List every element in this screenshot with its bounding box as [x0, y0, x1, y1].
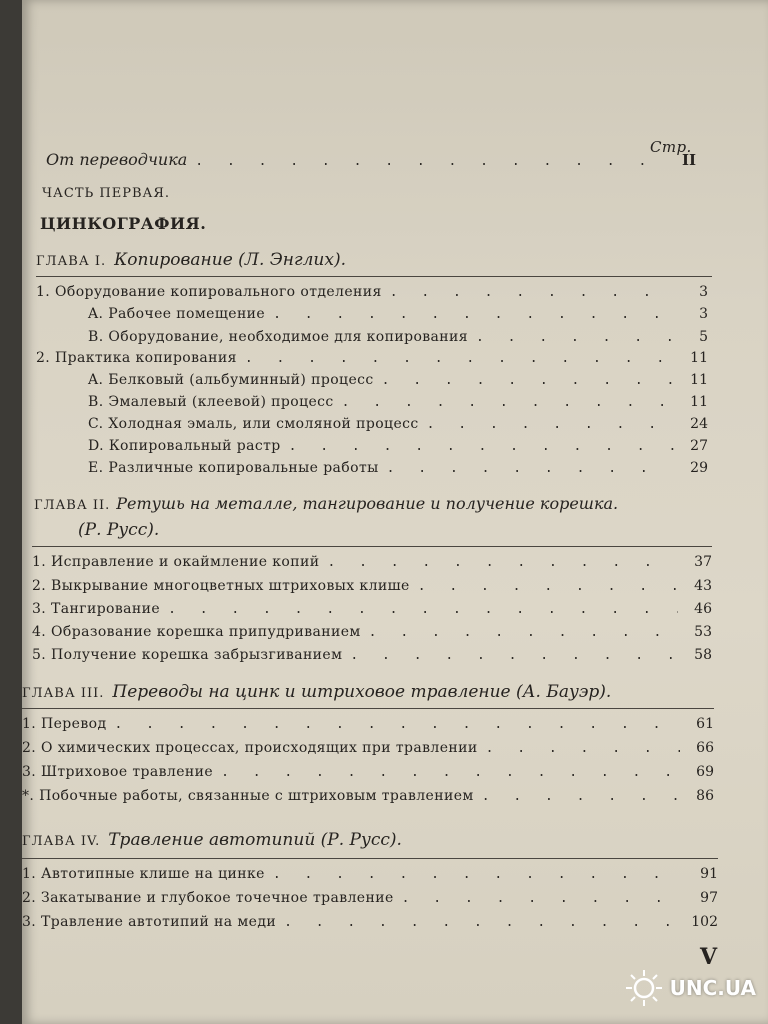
- toc-entry: 1. Автотипные клише на цинке . . . 91: [22, 866, 718, 882]
- translator-note: От переводчика: [46, 150, 188, 169]
- toc-entry: 5. Получение корешка забрызгиванием . . . 58: [32, 647, 712, 663]
- chapter-4-label: ГЛАВА IV.: [22, 834, 101, 849]
- divider: [22, 858, 718, 859]
- toc-entry: B. Эмалевый (клеевой) процесс . . . 11: [88, 394, 708, 410]
- toc-entry: 2. О химических процессах, происходящих при травлении . . . 66: [22, 740, 714, 756]
- chapter-1-title: Копирование (Л. Энглих).: [114, 250, 346, 270]
- divider: [32, 546, 712, 547]
- watermark: [624, 968, 756, 1008]
- toc-entry: 2. Выкрывание многоцветных штриховых клише . . . 43: [32, 578, 712, 594]
- toc-entry: D. Копировальный растр . . . 27: [88, 438, 708, 454]
- toc-entry: A. Белковый (альбуминный) процесс . . . 11: [88, 372, 708, 388]
- chapter-2-title: Ретушь на металле, тангирование и получение корешка.: [116, 494, 619, 513]
- divider: [36, 276, 712, 277]
- toc-row-translator: [46, 150, 696, 169]
- chapter-1-heading: [36, 250, 346, 270]
- toc-entry: 3. Тангирование . . . 46: [32, 601, 712, 617]
- toc-entry: A. Рабочее помещение . . . 3: [88, 306, 708, 322]
- toc-entry: 3. Штриховое травление . . . 69: [22, 764, 714, 780]
- watermark-text: UNC.UA: [669, 976, 756, 1000]
- toc-entry: *. Побочные работы, связанные с штриховым травлением . . . 86: [22, 788, 714, 804]
- leader-dots: [195, 154, 662, 169]
- toc-entry: E. Различные копировальные работы . . . 29: [88, 460, 708, 476]
- translator-page: II: [681, 151, 696, 169]
- part-heading: ЧАСТЬ ПЕРВАЯ.: [42, 186, 171, 201]
- chapter-3-heading: [22, 682, 611, 702]
- toc-entry: 1. Исправление и окаймление копий . . . 37: [32, 554, 712, 570]
- page-column-label: Стр.: [650, 138, 692, 156]
- toc-entry: B. Оборудование, необходимое для копирования . . . 5: [88, 329, 708, 345]
- chapter-4-title: Травление автотипий (Р. Русс).: [108, 830, 402, 850]
- section-heading: ЦИНКОГРАФИЯ.: [40, 214, 207, 233]
- chapter-1-label: ГЛАВА I.: [36, 254, 107, 269]
- toc-entry: 1. Перевод . . . 61: [22, 716, 714, 732]
- book-page: [22, 0, 768, 1024]
- divider: [22, 708, 714, 709]
- toc-entry: 3. Травление автотипий на меди . . . 102: [22, 914, 718, 930]
- toc-entry: 1. Оборудование копировального отделения . . . 3: [36, 284, 708, 300]
- chapter-2-label: ГЛАВА II.: [34, 498, 111, 513]
- toc-entry: C. Холодная эмаль, или смоляной процесс . . . 24: [88, 416, 708, 432]
- chapter-3-title: Переводы на цинк и штриховое травление (А. Бауэр).: [112, 682, 612, 702]
- chapter-2-heading: [34, 494, 618, 513]
- toc-entry: 2. Практика копирования . . . 11: [36, 350, 708, 366]
- chapter-3-label: ГЛАВА III.: [22, 686, 105, 701]
- page-number: V: [700, 944, 718, 970]
- toc-entry: 4. Образование корешка припудриванием . . . 53: [32, 624, 712, 640]
- chapter-4-heading: [22, 830, 402, 850]
- toc-entry: 2. Закатывание и глубокое точечное травление . . . 97: [22, 890, 718, 906]
- sun-logo-icon: [624, 968, 664, 1008]
- chapter-2-author: (Р. Русс).: [78, 520, 160, 540]
